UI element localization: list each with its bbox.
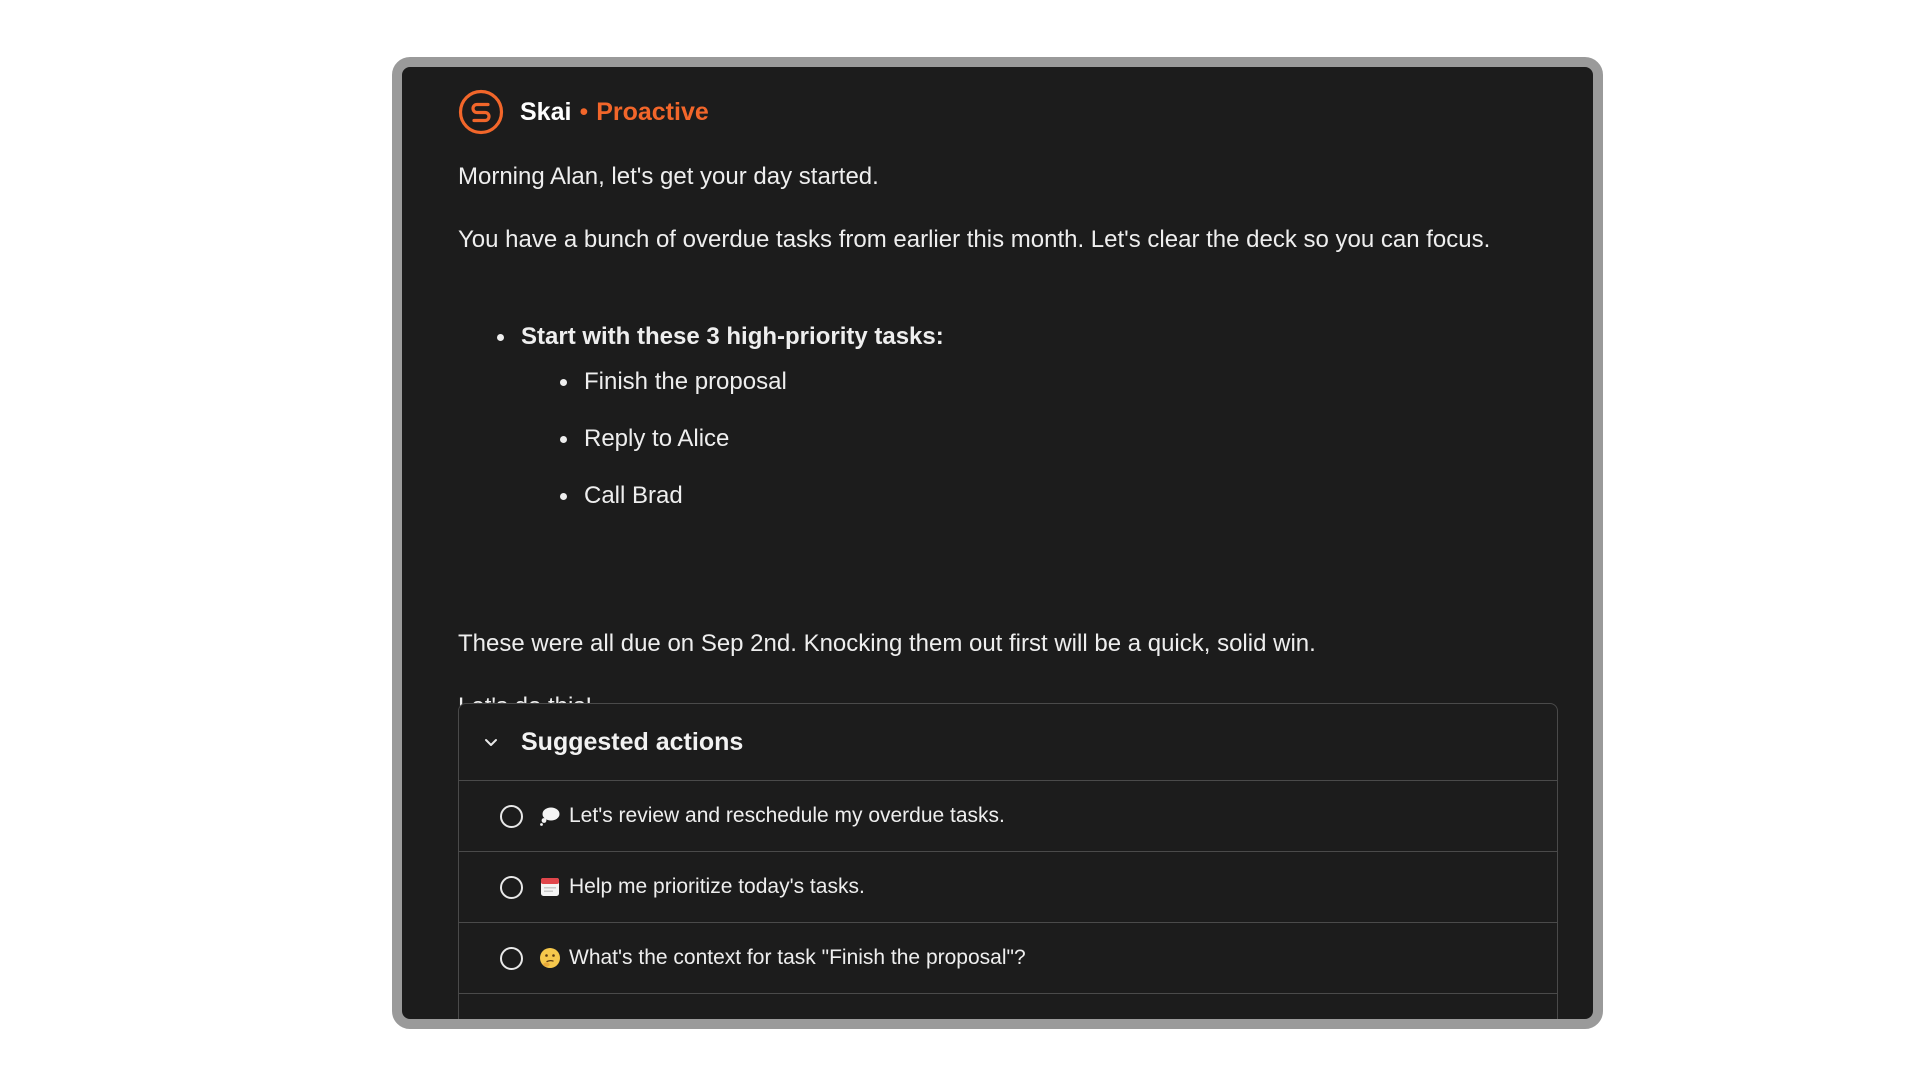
suggested-action-label: Help me prioritize today's tasks. — [569, 875, 865, 898]
skai-logo-icon — [458, 89, 504, 135]
task-item — [560, 425, 729, 453]
note-text: These were all due on Sep 2nd. Knocking them out first will be a quick, solid win. — [458, 630, 1316, 657]
task-label: Call Brad — [584, 482, 683, 509]
suggested-action-item[interactable] — [459, 923, 1557, 994]
thought-bubble-icon — [539, 805, 561, 827]
intro-text: You have a bunch of overdue tasks from earlier this month. Let's clear the deck so you can focus. — [458, 226, 1491, 253]
suggested-actions-toggle[interactable] — [459, 704, 1557, 781]
suggested-action-item[interactable] — [459, 852, 1557, 923]
bot-name: Skai — [520, 97, 572, 126]
greeting-text: Morning Alan, let's get your day started. — [458, 163, 879, 190]
header-separator: • — [579, 97, 589, 126]
task-label: Finish the proposal — [584, 368, 787, 395]
radio-button[interactable] — [500, 876, 523, 899]
task-item — [560, 368, 787, 396]
chat-window — [392, 57, 1603, 1029]
radio-button[interactable] — [500, 947, 523, 970]
list-item — [497, 323, 944, 351]
calendar-icon — [539, 876, 561, 898]
radio-button[interactable] — [500, 805, 523, 828]
suggested-actions-panel — [458, 703, 1558, 1029]
suggested-action-label: Let's review and reschedule my overdue tasks. — [569, 804, 1005, 827]
task-item — [560, 482, 683, 510]
bullet-icon — [497, 334, 504, 341]
suggested-action-item[interactable] — [459, 781, 1557, 852]
chevron-down-icon — [481, 732, 501, 752]
bullet-icon — [560, 493, 567, 500]
mode-label: Proactive — [596, 97, 709, 126]
bullet-icon — [560, 436, 567, 443]
thinking-face-icon — [539, 947, 561, 969]
bullet-icon — [560, 379, 567, 386]
suggested-actions-title: Suggested actions — [521, 727, 744, 756]
suggested-action-label: What's the context for task "Finish the proposal"? — [569, 946, 1026, 969]
message-header — [458, 89, 709, 135]
list-heading: Start with these 3 high-priority tasks: — [521, 323, 944, 350]
task-label: Reply to Alice — [584, 425, 730, 452]
